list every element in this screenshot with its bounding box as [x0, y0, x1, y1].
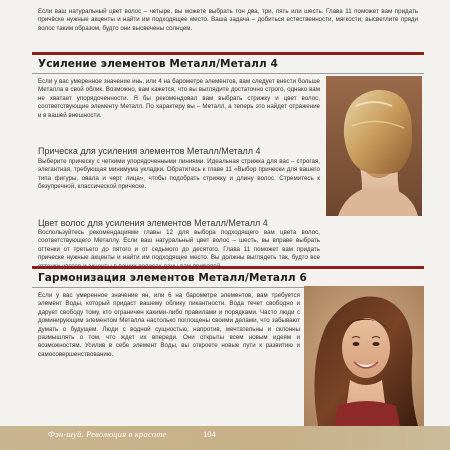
intro-paragraph: Если ваш натуральный цвет волос – четыре, вы можете выбрать тон два, три, пять или шесть. Глава 11 поможет вам придать причёске нужные акценты и найти им подходящее место. Ваша задача – добиться естественности, мягкости; высветлите пряди волос таким образом, будто они высвечены солнцем.: [38, 8, 418, 32]
section-title-metal4: Усиление элементов Металл/Металл 4: [38, 58, 278, 70]
section-divider-bar-2: [32, 266, 424, 269]
smiling-woman-long-hair-photo: [304, 286, 424, 426]
section-divider-bar: [32, 52, 424, 55]
section2-paragraph: Если у вас умеренное значение ян, или 6 на барометре элементов, вам требуется элемент Воды, который придаст вашему облику пикантности. Вода течет свободно и дарует свободу тому, кто ограничен какими-либо правилами и порядками. Часто люди с доминирующим элементом Металла настолько поглощены своими делами, что забывают думать о будущем. Люди с водной сущностью, напротив, мечтательны и склонны размышлять о том, что ждет их впереди. Они открыты всем новым идеям и возможностям. Усилив в себе элемент Воды, вы откроете новые пути к развитию и самосовершенствованию.: [38, 292, 300, 358]
haircolor-subtitle: Цвет волос для усиления элементов Металл/Металл 4: [38, 218, 268, 228]
section-title-metal6: Гармонизация элементов Металл/Металл 6: [38, 272, 307, 284]
section-underline: [32, 73, 424, 74]
hairstyle-paragraph: Выберите прическу с четкими упорядоченными линиями. Идеальная стрижка для вас – строгая, элегантная, требующая минимума укладки. Обратитесь к главе 11 «Выбор прически для вашего типа фигуры, овала и черт лица», чтобы подобрать стрижку и длину волос. Стремитесь к безупречной, классической прическе.: [38, 158, 320, 191]
section1-paragraph: Если у вас умеренное значение инь, или 4 на барометре элементов, вам следует внести больше Металла в свой облик. Возможно, вам кажется, что вы выглядите достаточно строго, однако вам не хватает упорядоченности. Я бы рекомендовал вам выбрать стрижку и цвет волос, соответствующие элементу Металл. По характеру вы – Металл, а теперь это найдет отражение и в вашей внешности.: [38, 78, 320, 119]
hairstyle-subtitle: Прическа для усиления элементов Металл/Металл 4: [38, 146, 261, 156]
footer-book-title: Фэн-шуй. Революция в красоте: [48, 429, 167, 439]
short-bob-back-view-photo: [326, 76, 422, 216]
page-number: 104: [203, 429, 216, 439]
haircolor-paragraph: Воспользуйтесь рекомендациями главы 12 для выбора подходящего вам цвета волос, соответствующего Металлу. Если ваш натуральный цвет волос – шесть, вы вправе выбрать оттенки от третьего до пятого и от седьмого до десятого. Глава 11 поможет вам придать прическе нужные акценты и найти им подходящее место. Вы должны выглядеть так, будто все: [38, 229, 320, 262]
